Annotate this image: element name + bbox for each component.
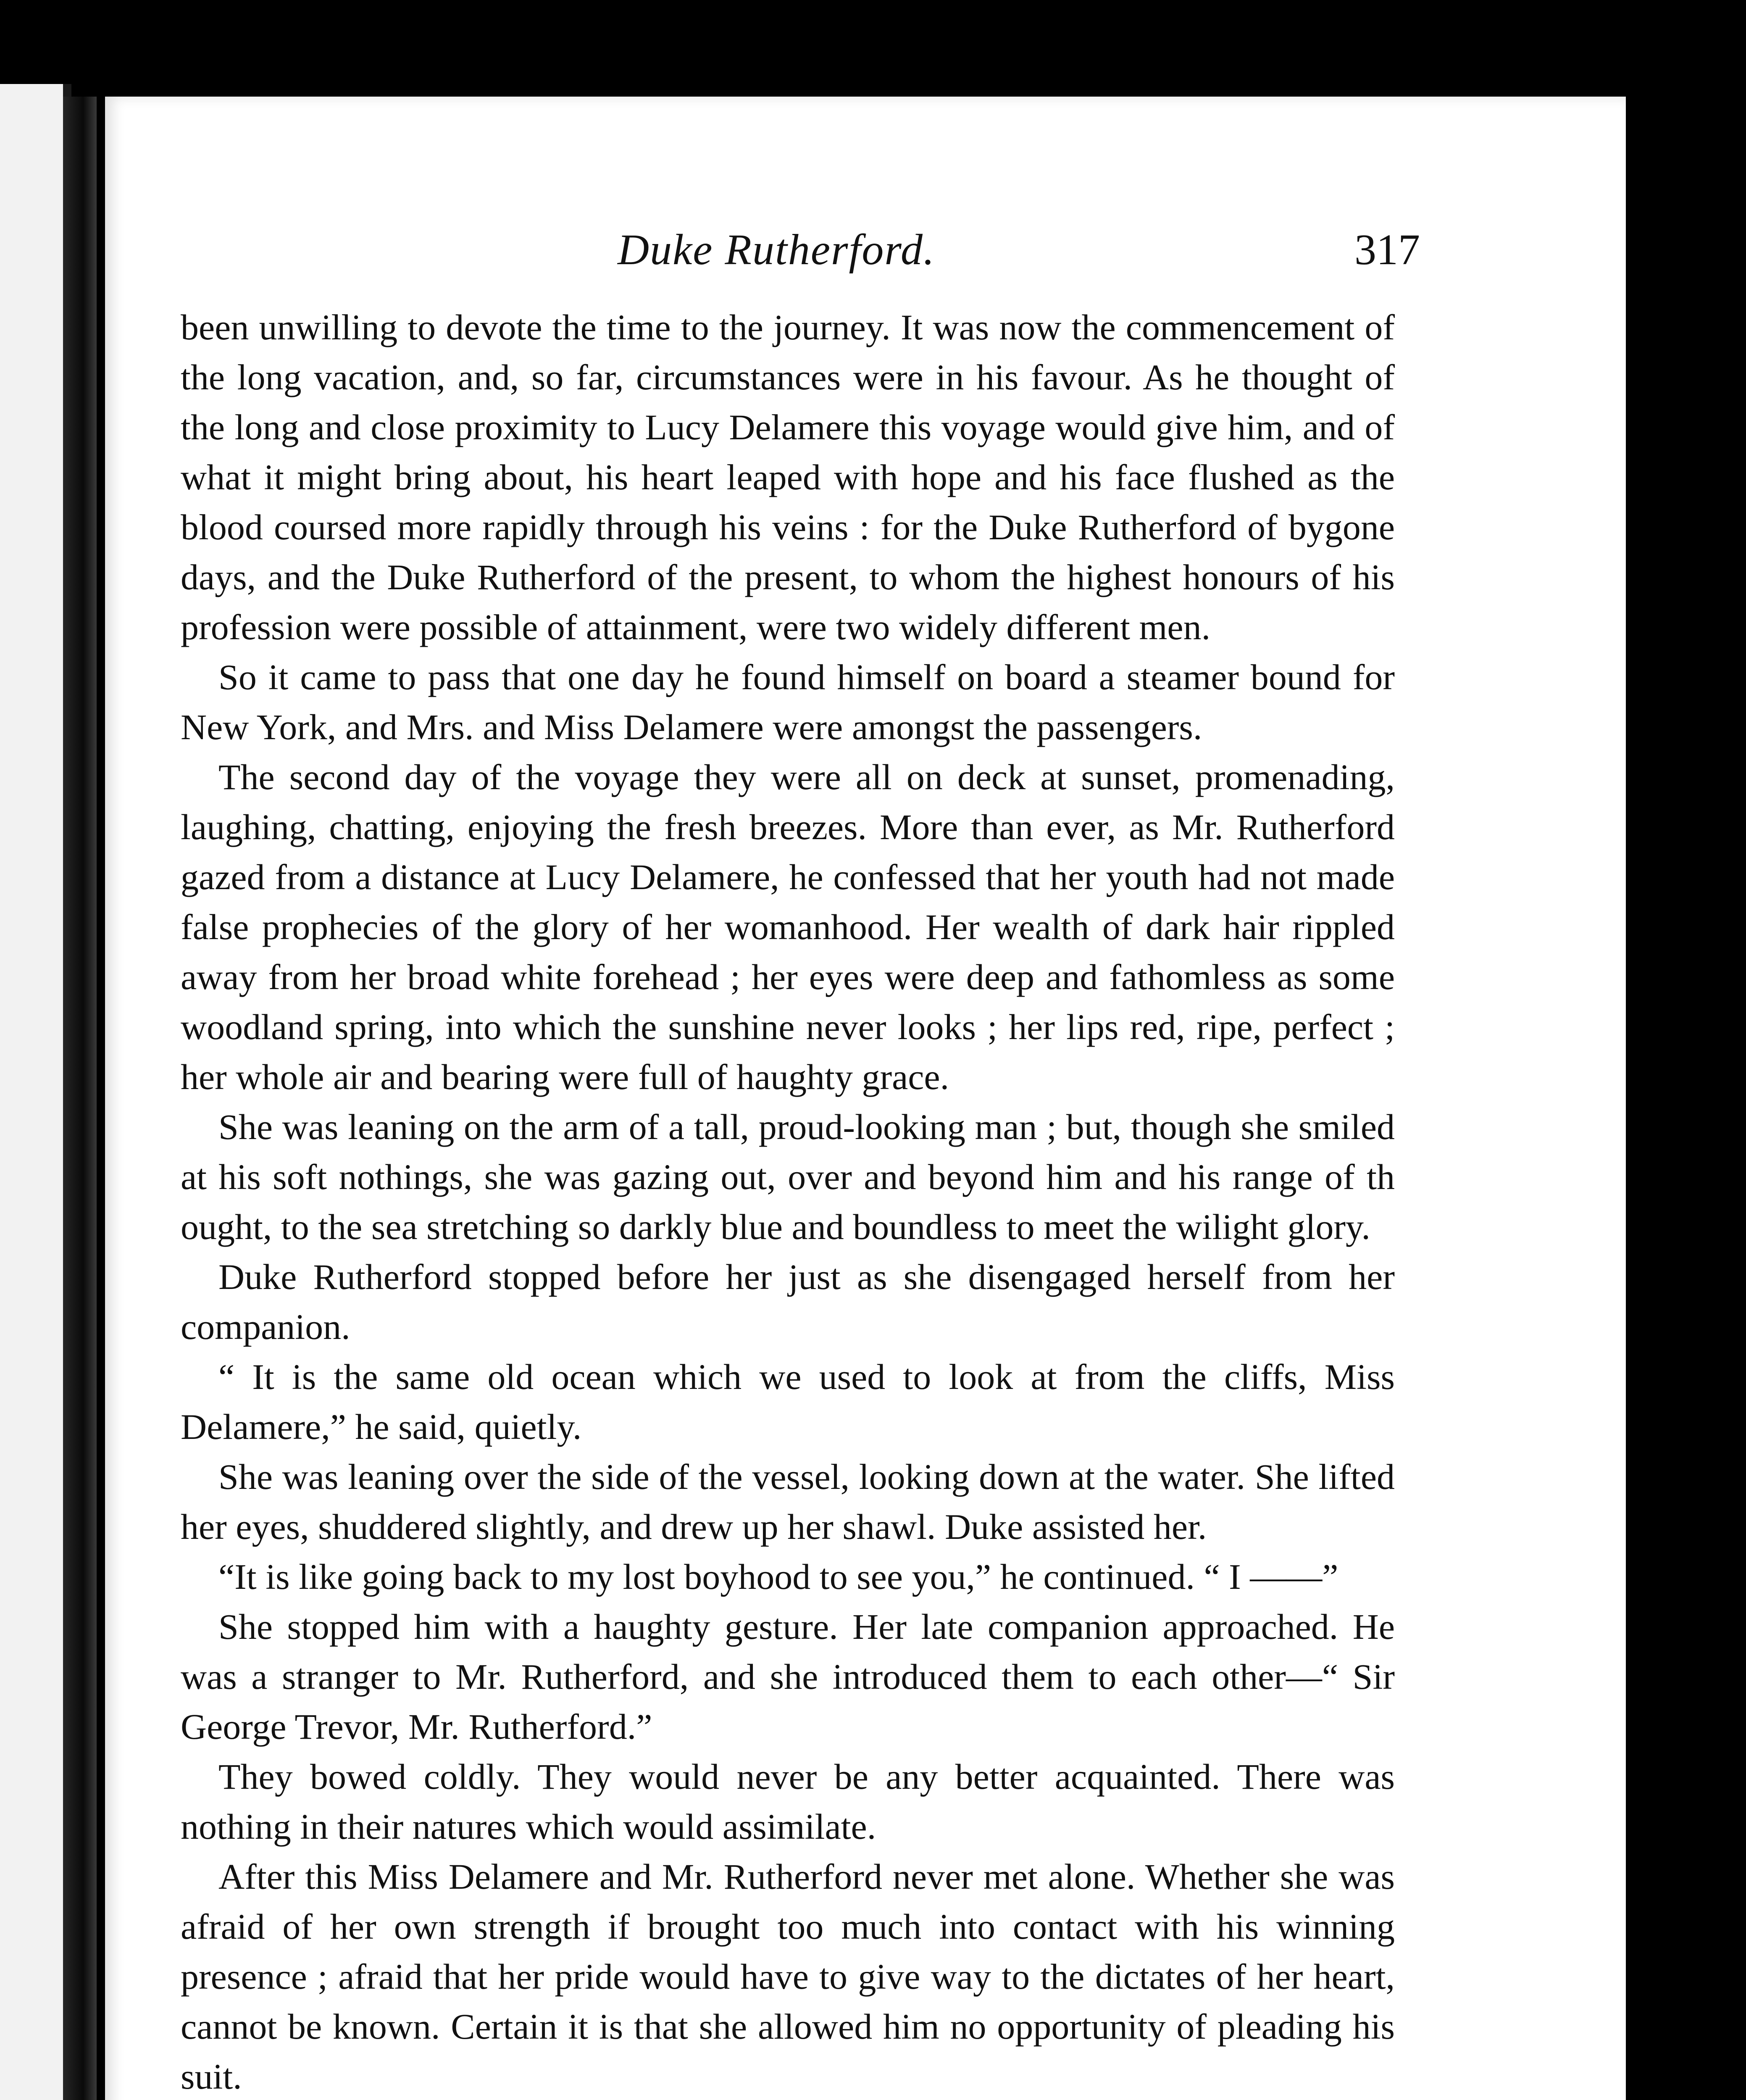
running-head bbox=[105, 225, 1626, 288]
page-number: 317 bbox=[1354, 226, 1420, 274]
paragraph: After this Miss Delamere and Mr. Rutherford never met alone. Whether she was afraid of her own strength if brought too much into contact with his winning presence ; afraid that her pride would have to give way to the dictates of her heart, cannot be known. Certain it is that she allowed him no opportunity of pleading his suit. bbox=[181, 1856, 1395, 2097]
body-text bbox=[181, 302, 1395, 2100]
paragraph: been unwilling to devote the time to the journey. It was now the commencement of the long vacation, and, so far, circumstances were in his favour. As he thought of the long and close proximity to Lucy Delamere this voyage would give him, and of what it might bring about, his heart leaped with hope and his face flushed as the blood coursed more rapidly through his veins : for the Duke Rutherford of bygone days, and the Duke Rutherford of the present, to whom the highest honours of his profession were possible of attainment, were two widely different men. bbox=[181, 307, 1395, 647]
paragraph: So it came to pass that one day he found himself on board a steamer bound for New York, and Mrs. and Miss Delamere were amongst the passengers. bbox=[181, 657, 1395, 747]
paragraph: “It is like going back to my lost boyhood to see you,” he continued. “ I ——” bbox=[218, 1557, 1338, 1597]
paragraph: The second day of the voyage they were all on deck at sunset, promenading, laughing, chatting, enjoying the fresh breezes. More than ever, as Mr. Rutherford gazed from a distance at Lucy Delamere, he confessed that her youth had not made false prophecies of the glory of her womanhood. Her wealth of dark hair rippled away from her broad white forehead ; her eyes were deep and fathomless as some woodland spring, into which the sunshine never looks ; her lips red, ripe, perfect ; her whole air and bearing were full of haughty grace. bbox=[181, 757, 1395, 1097]
paragraph: She was leaning on the arm of a tall, proud-looking man ; but, though she smiled at his soft nothings, she was gazing out, over and beyond him and his range of th ought, to the sea stretching so darkly blue and boundless to meet the wilight glory. bbox=[181, 1107, 1395, 1247]
running-title: Duke Rutherford. bbox=[618, 226, 935, 274]
paragraph: She was leaning over the side of the vessel, looking down at the water. She lifted her eyes, shuddered slightly, and drew up her shawl. Duke assisted her. bbox=[181, 1457, 1395, 1547]
facing-page-edge bbox=[0, 84, 71, 2100]
paragraph: She stopped him with a haughty gesture. Her late companion approached. He was a stranger to Mr. Rutherford, and she introduced them to each other—“ Sir George Trevor, Mr. Rutherford.” bbox=[181, 1606, 1395, 1747]
paragraph: Duke Rutherford stopped before her just as she disengaged herself from her companion. bbox=[181, 1257, 1395, 1347]
book-gutter bbox=[63, 97, 97, 2100]
book-page bbox=[105, 97, 1626, 2100]
paragraph: They bowed coldly. They would never be any better acquainted. There was nothing in their natures which would assimilate. bbox=[181, 1756, 1395, 1847]
paragraph: “ It is the same old ocean which we used to look at from the cliffs, Miss Delamere,” he said, quietly. bbox=[181, 1357, 1395, 1447]
